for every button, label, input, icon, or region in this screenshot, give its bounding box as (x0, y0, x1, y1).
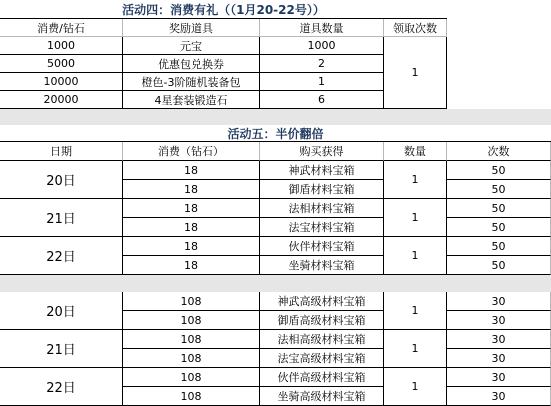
event5-header[interactable]: 消费（钻石） (123, 142, 260, 161)
event5-header[interactable]: 数量 (384, 142, 447, 161)
event5-header[interactable]: 购买获得 (260, 142, 384, 161)
event4-header[interactable]: 领取次数 (384, 19, 447, 37)
item-cell[interactable]: 神武高级材料宝箱 (260, 292, 384, 311)
event4-cell[interactable]: 6 (260, 91, 384, 109)
event4-header[interactable]: 道具数量 (260, 19, 384, 37)
event4-cell[interactable]: 橙色-3阶随机装备包 (123, 73, 260, 91)
qty-cell[interactable]: 1 (384, 161, 447, 199)
count-cell[interactable]: 50 (447, 256, 551, 275)
event4-cell[interactable]: 5000 (0, 55, 123, 73)
cost-cell[interactable]: 108 (123, 311, 260, 330)
event4-cell[interactable]: 优惠包兑换券 (123, 55, 260, 73)
cost-cell[interactable]: 18 (123, 199, 260, 218)
count-cell[interactable]: 50 (447, 180, 551, 199)
count-cell[interactable]: 50 (447, 218, 551, 237)
cost-cell[interactable]: 108 (123, 349, 260, 368)
count-cell[interactable]: 50 (447, 237, 551, 256)
date-cell[interactable]: 21日 (0, 199, 123, 237)
event4-cell[interactable]: 20000 (0, 91, 123, 109)
item-cell[interactable]: 坐骑材料宝箱 (260, 256, 384, 275)
count-cell[interactable]: 30 (447, 368, 551, 387)
count-cell[interactable]: 50 (447, 199, 551, 218)
qty-cell[interactable]: 1 (384, 237, 447, 275)
qty-cell[interactable]: 1 (384, 292, 447, 330)
event5-header[interactable]: 日期 (0, 142, 123, 161)
cost-cell[interactable]: 18 (123, 256, 260, 275)
count-cell[interactable]: 30 (447, 330, 551, 349)
item-cell[interactable]: 法相高级材料宝箱 (260, 330, 384, 349)
item-cell[interactable]: 神武材料宝箱 (260, 161, 384, 180)
date-cell[interactable]: 21日 (0, 330, 123, 368)
count-cell[interactable]: 50 (447, 161, 551, 180)
event4-header[interactable]: 消费/钻石 (0, 19, 123, 37)
item-cell[interactable]: 法相材料宝箱 (260, 199, 384, 218)
count-cell[interactable]: 30 (447, 349, 551, 368)
spacer-row[interactable] (0, 109, 551, 125)
spacer-row[interactable] (0, 275, 551, 292)
item-cell[interactable]: 法宝材料宝箱 (260, 218, 384, 237)
cost-cell[interactable]: 108 (123, 330, 260, 349)
cost-cell[interactable]: 108 (123, 368, 260, 387)
event4-claims[interactable]: 1 (384, 37, 447, 109)
cost-cell[interactable]: 18 (123, 218, 260, 237)
date-cell[interactable]: 22日 (0, 368, 123, 406)
date-cell[interactable]: 20日 (0, 161, 123, 199)
item-cell[interactable]: 御盾材料宝箱 (260, 180, 384, 199)
item-cell[interactable]: 伙伴材料宝箱 (260, 237, 384, 256)
qty-cell[interactable]: 1 (384, 330, 447, 368)
qty-cell[interactable]: 1 (384, 368, 447, 406)
event5-title[interactable]: 活动五：半价翻倍 (0, 125, 551, 142)
cost-cell[interactable]: 18 (123, 161, 260, 180)
cost-cell[interactable]: 108 (123, 387, 260, 406)
event4-header[interactable]: 奖励道具 (123, 19, 260, 37)
cost-cell[interactable]: 18 (123, 180, 260, 199)
event4-cell[interactable]: 4星套装锻造石 (123, 91, 260, 109)
cost-cell[interactable]: 18 (123, 237, 260, 256)
count-cell[interactable]: 30 (447, 311, 551, 330)
cost-cell[interactable]: 108 (123, 292, 260, 311)
item-cell[interactable]: 法宝高级材料宝箱 (260, 349, 384, 368)
event5-header[interactable]: 次数 (447, 142, 551, 161)
qty-cell[interactable]: 1 (384, 199, 447, 237)
event4-cell[interactable]: 1000 (260, 37, 384, 55)
count-cell[interactable]: 30 (447, 292, 551, 311)
item-cell[interactable]: 御盾高级材料宝箱 (260, 311, 384, 330)
item-cell[interactable]: 伙伴高级材料宝箱 (260, 368, 384, 387)
event4-cell[interactable]: 元宝 (123, 37, 260, 55)
item-cell[interactable]: 坐骑高级材料宝箱 (260, 387, 384, 406)
event4-cell[interactable]: 10000 (0, 73, 123, 91)
event4-title[interactable]: 活动四：消费有礼（（1月20-22号）） (122, 2, 325, 17)
event4-cell[interactable]: 1000 (0, 37, 123, 55)
event4-cell[interactable]: 2 (260, 55, 384, 73)
date-cell[interactable]: 22日 (0, 237, 123, 275)
event4-cell[interactable]: 1 (260, 73, 384, 91)
date-cell[interactable]: 20日 (0, 292, 123, 330)
count-cell[interactable]: 30 (447, 387, 551, 406)
